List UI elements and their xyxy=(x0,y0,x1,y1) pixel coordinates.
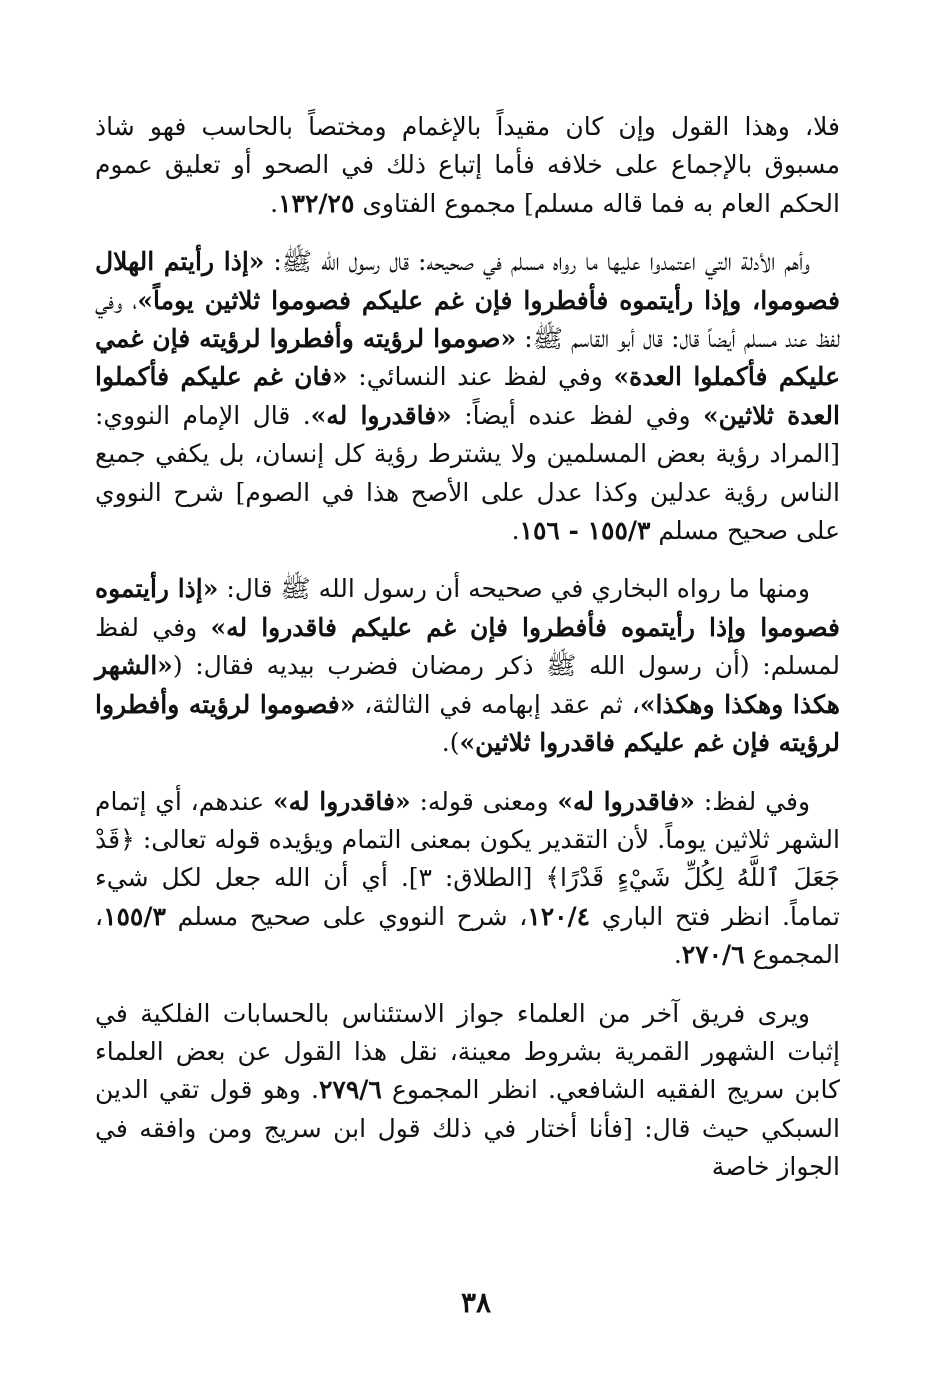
paragraph xyxy=(95,995,840,1187)
hadith-quote: «فان غم عليكم فأكملوا العدة ثلاثين» xyxy=(95,362,840,430)
bold-reference: ٢٧٠/٦ xyxy=(681,940,745,970)
text-run: عندهم، أي إتمام الشهر ثلاثين يوماً. لأن التقدير يكون بمعنى التمام ويؤيده قوله تعالى: ﴿قَدْ جَعَلَ ٱللَّهُ لِكُلِّ شَيْءٍ قَدْرًا﴾ [الطلاق: ٣]. أي أن الله جعل لكل شيء تماماً. انظر فتح الباري xyxy=(95,786,840,931)
text-run: ومعنى قوله: xyxy=(410,786,558,816)
text-run: ، ثم عقد إبهامه في الثالثة، xyxy=(355,689,640,719)
text-run: . xyxy=(270,188,279,218)
text-run: وأهم الأدلة التي اعتمدوا عليها ما رواه مسلم في صحيحه: قال رسول الله ﷺ: xyxy=(264,247,810,277)
text-run: . وهو قول تقي الدين السبكي حيث قال: [فأنا أختار في ذلك قول ابن سريج ومن وافقه في الجواز خاصة xyxy=(95,1075,840,1182)
text-run: وفي لفظ لمسلم: (أن رسول الله ﷺ ذكر رمضان فضرب بيديه فقال: ( xyxy=(95,612,840,681)
bold-reference: ١٣٢/٢٥ xyxy=(278,188,355,218)
page-body xyxy=(95,108,840,1207)
text-run: ويرى فريق آخر من العلماء جواز الاستئناس بالحسابات الفلكية في إثبات الشهور القمرية بشروط معينة، نقل هذا القول عن بعض العلماء كابن سريج الفقيه الشافعي. انظر المجموع xyxy=(95,998,840,1105)
bold-reference: ١٢٠/٤ xyxy=(527,901,591,931)
text-run: فلا، وهذا القول وإن كان مقيداً بالإغمام ومختصاً بالحاسب فهو شاذ مسبوق بالإجماع على خلافه فأما إتباع ذلك في الصحو أو تعليق عموم الحكم العام به فما قاله مسلم] مجموع الفتاوى xyxy=(95,112,840,218)
bold-reference: ١٥٥/٣ xyxy=(103,901,166,931)
paragraph xyxy=(95,243,840,550)
text-run: ، شرح النووي على صحيح مسلم xyxy=(165,901,528,931)
bold-reference: ١٥٥/٣ - ١٥٦ xyxy=(519,516,651,546)
text-run: ومنها ما رواه البخاري في صحيحه أن رسول الله ﷺ قال: xyxy=(218,574,810,604)
text-run: وفي لفظ عند النسائي: xyxy=(347,362,614,392)
text-run: وفي لفظ عنده أيضاً: xyxy=(451,400,703,430)
text-run: ). xyxy=(441,728,460,758)
text-run: . xyxy=(511,516,520,546)
text-run: . قال الإمام النووي: [المراد رؤية بعض المسلمين ولا يشترط رؤية كل إنسان، بل يكفي جميع الناس رؤية عدلين وكذا عدل على الأصح هذا في الصوم] شرح النووي على صحيح مسلم xyxy=(95,400,840,546)
bold-reference: ٢٧٩/٦ xyxy=(318,1075,382,1105)
text-run: ، وفي لفظ عند مسلم أيضاً قال: قال أبو القاسم ﷺ: xyxy=(95,285,840,354)
hadith-quote: «فاقدروا له» xyxy=(273,786,411,816)
hadith-quote: «إذا رأيتم الهلال فصوموا، وإذا رأيتموه فأفطروا فإن غم عليكم فصوموا ثلاثين يوماً» xyxy=(95,247,840,315)
paragraph xyxy=(95,108,840,223)
text-run: ، المجموع xyxy=(95,901,840,970)
paragraph xyxy=(95,783,840,975)
page-number: ٣٨ xyxy=(460,1286,492,1319)
text-run: وفي لفظ: xyxy=(695,786,811,816)
text-run: . xyxy=(673,940,682,970)
hadith-quote: «إذا رأيتموه فصوموا وإذا رأيتموه فأفطروا فإن غم عليكم فاقدروا له» xyxy=(95,574,840,642)
hadith-quote: «الشهر هكذا وهكذا وهكذا» xyxy=(95,651,840,719)
hadith-quote: «فاقدروا له» xyxy=(557,786,696,816)
paragraph xyxy=(95,570,840,762)
hadith-quote: «صوموا لرؤيته وأفطروا لرؤيته فإن غمي عليكم فأكملوا العدة» xyxy=(95,324,840,392)
hadith-quote: «فاقدروا له» xyxy=(310,400,452,430)
hadith-quote: «فصوموا لرؤيته وأفطروا لرؤيته فإن غم عليكم فاقدروا ثلاثين» xyxy=(95,689,840,758)
